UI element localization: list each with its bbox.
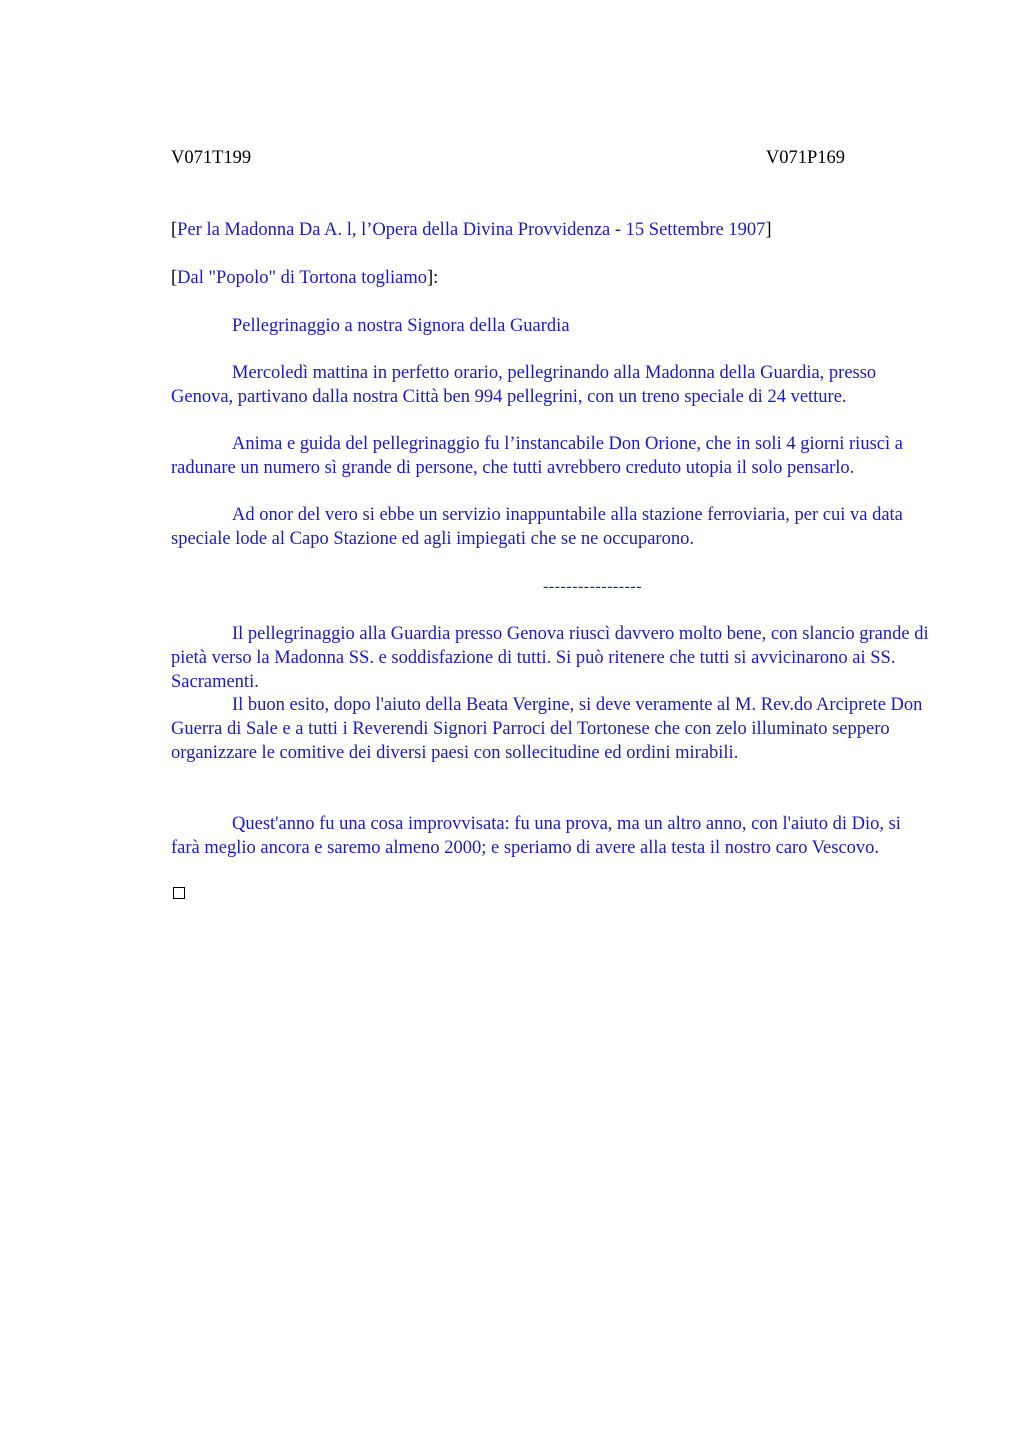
article-paragraph-1: Mercoledì mattina in perfetto orario, pellegrinando alla Madonna della Guardia, presso Genova, partivano dalla nostra Città ben 994 pellegrini, con un treno speciale di 24 vetture. xyxy=(171,363,877,407)
source-open-bracket: [ xyxy=(171,268,178,288)
document-title xyxy=(171,218,931,242)
title-text: Per la Madonna Da A. l, l’Opera della Divina Provvidenza - 15 Settembre 1907 xyxy=(177,220,766,240)
title-close-bracket: ] xyxy=(765,220,772,240)
article-paragraph-3: Ad onor del vero si ebbe un servizio inappuntabile alla stazione ferroviaria, per cui va data speciale lode al Capo Stazione ed agli impiegati che se ne occuparono. xyxy=(171,505,903,549)
letter-paragraph-3: Quest'anno fu una cosa improvvisata: fu una prova, ma un altro anno, con l'aiuto di Dio, si farà meglio ancora e saremo almeno 2000; e speriamo di avere alla testa il nostro caro Vescovo. xyxy=(171,814,901,858)
article-heading: Pellegrinaggio a nostra Signora della Guardia xyxy=(232,316,570,336)
empty-box-symbol xyxy=(173,887,185,899)
source-close-bracket: ]: xyxy=(427,268,439,288)
letter-paragraph-2: Il buon esito, dopo l'aiuto della Beata Vergine, si deve veramente al M. Rev.do Arciprete Don Guerra di Sale e a tutti i Reverendi Signori Parroci del Tortonese che con zelo illuminato seppero organizzare le comitive dei diversi paesi con sollecitudine ed ordini mirabili. xyxy=(171,695,923,763)
source-line xyxy=(171,266,931,290)
section-separator: ----------------- xyxy=(542,578,643,595)
letter-paragraph-1: Il pellegrinaggio alla Guardia presso Genova riuscì davvero molto bene, con slancio grande di pietà verso la Madonna SS. e soddisfazione di tutti. Si può ritenere che tutti si avvicinarono ai SS. Sacramenti. xyxy=(171,624,929,692)
document-code-right: V071P169 xyxy=(765,148,845,168)
article-paragraph-2: Anima e guida del pellegrinaggio fu l’instancabile Don Orione, che in soli 4 giorni riuscì a radunare un numero sì grande di persone, che tutti avrebbero creduto utopia il solo pensarlo. xyxy=(171,434,903,478)
document-code-left: V071T199 xyxy=(171,148,252,168)
title-open-bracket: [ xyxy=(171,220,178,240)
source-text: Dal "Popolo" di Tortona togliamo xyxy=(177,268,428,288)
